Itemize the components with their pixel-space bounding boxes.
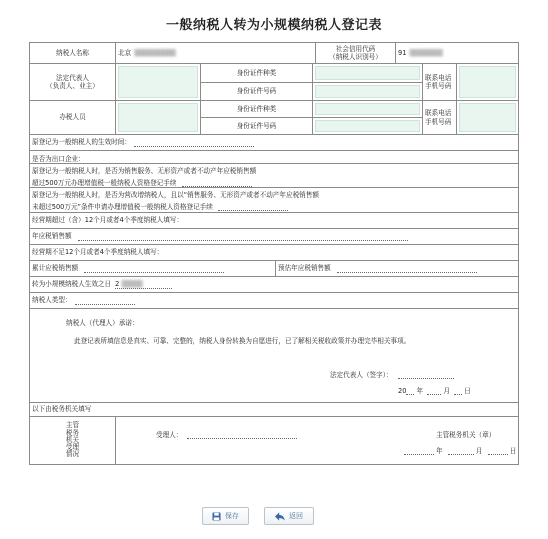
condition-500-line2-text: 超过500万元办理增值税一般纳税人资格登记手续 [32, 179, 177, 187]
tax-officer-name-cell [115, 101, 200, 134]
handler-label: 受理人： [156, 431, 183, 439]
original-effective-input[interactable] [134, 139, 254, 147]
cumulative-sales-label: 累计应税销售额 [32, 264, 79, 273]
annual-sales-label: 年应税销售额 [32, 232, 72, 241]
taxpayer-name-label: 纳税人名称 [56, 48, 89, 57]
taxpayer-type-input[interactable] [75, 297, 135, 305]
row-tax-officer [30, 101, 518, 135]
original-effective-label: 原登记为一般纳税人的生效时间： [32, 138, 131, 147]
declaration-text: 此登记表所填信息是真实、可靠、完整的，纳税人身份转换为自愿进行，已了解相关税收政策并办理完毕相关事项。 [74, 337, 411, 345]
credit-code-field[interactable] [395, 43, 518, 63]
legal-rep-id-type-label: 身份证件种类 [201, 64, 312, 83]
authority-month-input[interactable] [448, 447, 474, 455]
signature-input[interactable] [398, 371, 454, 379]
registration-form [29, 42, 519, 465]
tax-officer-contact-label: 联系电话 [425, 109, 452, 118]
credit-code-label-line1: 社会信用代码 [335, 44, 376, 53]
tax-officer-id-inputs [312, 101, 422, 134]
annual-sales-input[interactable] [78, 233, 408, 241]
condition-500-line2 [32, 177, 252, 187]
tax-officer-name-input[interactable] [118, 103, 198, 132]
page-title: 一般纳税人转为小规模纳税人登记表 [165, 18, 382, 33]
legal-rep-phone-cell [456, 64, 518, 100]
row-taxpayer-name [30, 43, 518, 64]
legal-rep-name-cell [115, 64, 200, 100]
back-button-label: 返回 [289, 512, 303, 520]
legal-rep-id-labels [200, 64, 312, 100]
declaration-year-prefix: 20 [398, 387, 407, 395]
handler-input[interactable] [187, 431, 297, 439]
save-button[interactable] [202, 507, 249, 525]
declaration-day-label: 日 [464, 387, 471, 395]
declaration-day-input[interactable] [454, 387, 462, 395]
legal-rep-id-inputs [312, 64, 422, 100]
legal-rep-name-input[interactable] [118, 66, 198, 98]
authority-year-input[interactable] [404, 447, 434, 455]
authority-date: 年 月 日 [404, 447, 516, 455]
estimated-sales-input[interactable] [337, 265, 477, 273]
legal-rep-contact-label: 联系电话 [425, 73, 452, 82]
back-arrow-icon [275, 512, 285, 521]
authority-day-input[interactable] [488, 447, 508, 455]
legal-rep-phone-input[interactable] [459, 66, 516, 98]
taxpayer-name-redacted: ▒▒▒▒▒▒▒▒▒▒ [134, 48, 175, 57]
declaration-date [398, 385, 471, 395]
floppy-disk-icon [212, 512, 221, 521]
row-cumulative-sales [30, 261, 518, 277]
tax-officer-phone-cell [456, 101, 518, 134]
taxpayer-type-label: 纳税人类型： [32, 296, 72, 305]
over-12-label: 经营期超过（含）12个月或者4个季度纳税人填写： [32, 216, 184, 225]
save-button-label: 保存 [225, 512, 239, 520]
condition-500-line1: 原登记为一般纳税人时，是否为销售服务、无形资产或者不动产年应税销售额 [32, 167, 257, 175]
tax-authority-section-label: 以下由税务机关填写 [32, 405, 92, 414]
switch-date-label: 转为小规模纳税人生效之日 [32, 280, 112, 289]
tax-officer-mobile-label: 手机号码 [425, 117, 452, 126]
taxpayer-name-value: 北京 [118, 48, 132, 57]
tax-officer-id-number-label: 身份证件号码 [236, 121, 277, 130]
tax-officer-label: 办税人员 [59, 113, 86, 122]
credit-code-label [315, 43, 395, 63]
tax-authority-vertical-label: 主管 税务 机关 受理 情况 [65, 421, 80, 459]
switch-date-value: 2 [115, 279, 120, 288]
declaration-month-label: 月 [443, 387, 450, 395]
authority-seal-label: 主管税务机关（章） [436, 431, 496, 439]
condition-500-input[interactable] [182, 179, 252, 187]
tax-officer-id-number-input[interactable] [315, 120, 420, 132]
legal-rep-contact-labels [422, 64, 456, 100]
back-button[interactable] [264, 507, 314, 525]
vat-reform-line1: 原登记为一般纳税人时，是否为营改增纳税人，且以“销售服务、无形资产或者不动产年应税销售额 [32, 191, 319, 199]
declaration-year-label: 年 [416, 387, 424, 395]
credit-code-redacted: ▒▒▒▒▒▒▒▒ [409, 48, 442, 57]
vat-reform-input[interactable] [218, 203, 288, 211]
row-tax-authority-label [30, 403, 518, 417]
declaration-year-input[interactable] [406, 387, 414, 395]
row-switch-date [30, 277, 518, 293]
estimated-sales-label: 预估年应税销售额 [278, 264, 331, 273]
export-question: 是否为出口企业： [32, 155, 85, 163]
credit-code-value: 91 [398, 48, 407, 57]
declaration-month-input[interactable] [427, 387, 441, 395]
credit-code-label-line2: （纳税人识别号） [329, 53, 382, 61]
vat-reform-line2-text: 未超过500万元”条件申请办理增值税一般纳税人资格登记手续 [32, 203, 213, 211]
under-12-label: 经营期不足12个月或者4个季度纳税人填写： [32, 248, 164, 257]
tax-officer-phone-input[interactable] [459, 103, 516, 132]
legal-rep-id-type-input[interactable] [315, 66, 420, 80]
row-under-12 [30, 245, 518, 261]
row-over-12 [30, 213, 518, 229]
row-legal-rep [30, 64, 518, 101]
tax-officer-contact-labels [422, 101, 456, 134]
row-annual-sales [30, 229, 518, 245]
switch-date-input[interactable]: 2 ▒▒▒▒▒ [115, 280, 172, 289]
declaration-heading: 纳税人（代理人）承诺： [66, 319, 139, 327]
legal-rep-mobile-label: 手机号码 [425, 82, 452, 90]
legal-rep-id-number-input[interactable] [315, 85, 420, 99]
signature-label: 法定代表人（签字）： [330, 371, 393, 379]
tax-officer-id-type-input[interactable] [315, 103, 420, 115]
legal-rep-label [30, 64, 115, 100]
vat-reform-line2 [32, 201, 288, 211]
legal-rep-label-line1: 法定代表人 [56, 73, 89, 82]
row-taxpayer-type [30, 293, 518, 309]
row-declaration [30, 309, 518, 403]
legal-rep-label-line2: （负责人、业主） [46, 82, 99, 90]
row-tax-authority [30, 417, 518, 464]
legal-rep-id-number-label: 身份证件号码 [236, 87, 277, 96]
tax-officer-id-labels [200, 101, 312, 134]
row-original-effective [30, 135, 518, 151]
row-export-conditions [30, 151, 518, 213]
cumulative-sales-input[interactable] [84, 265, 224, 273]
taxpayer-name-field[interactable] [115, 43, 315, 63]
tax-officer-id-type-label: 身份证件种类 [201, 101, 312, 118]
